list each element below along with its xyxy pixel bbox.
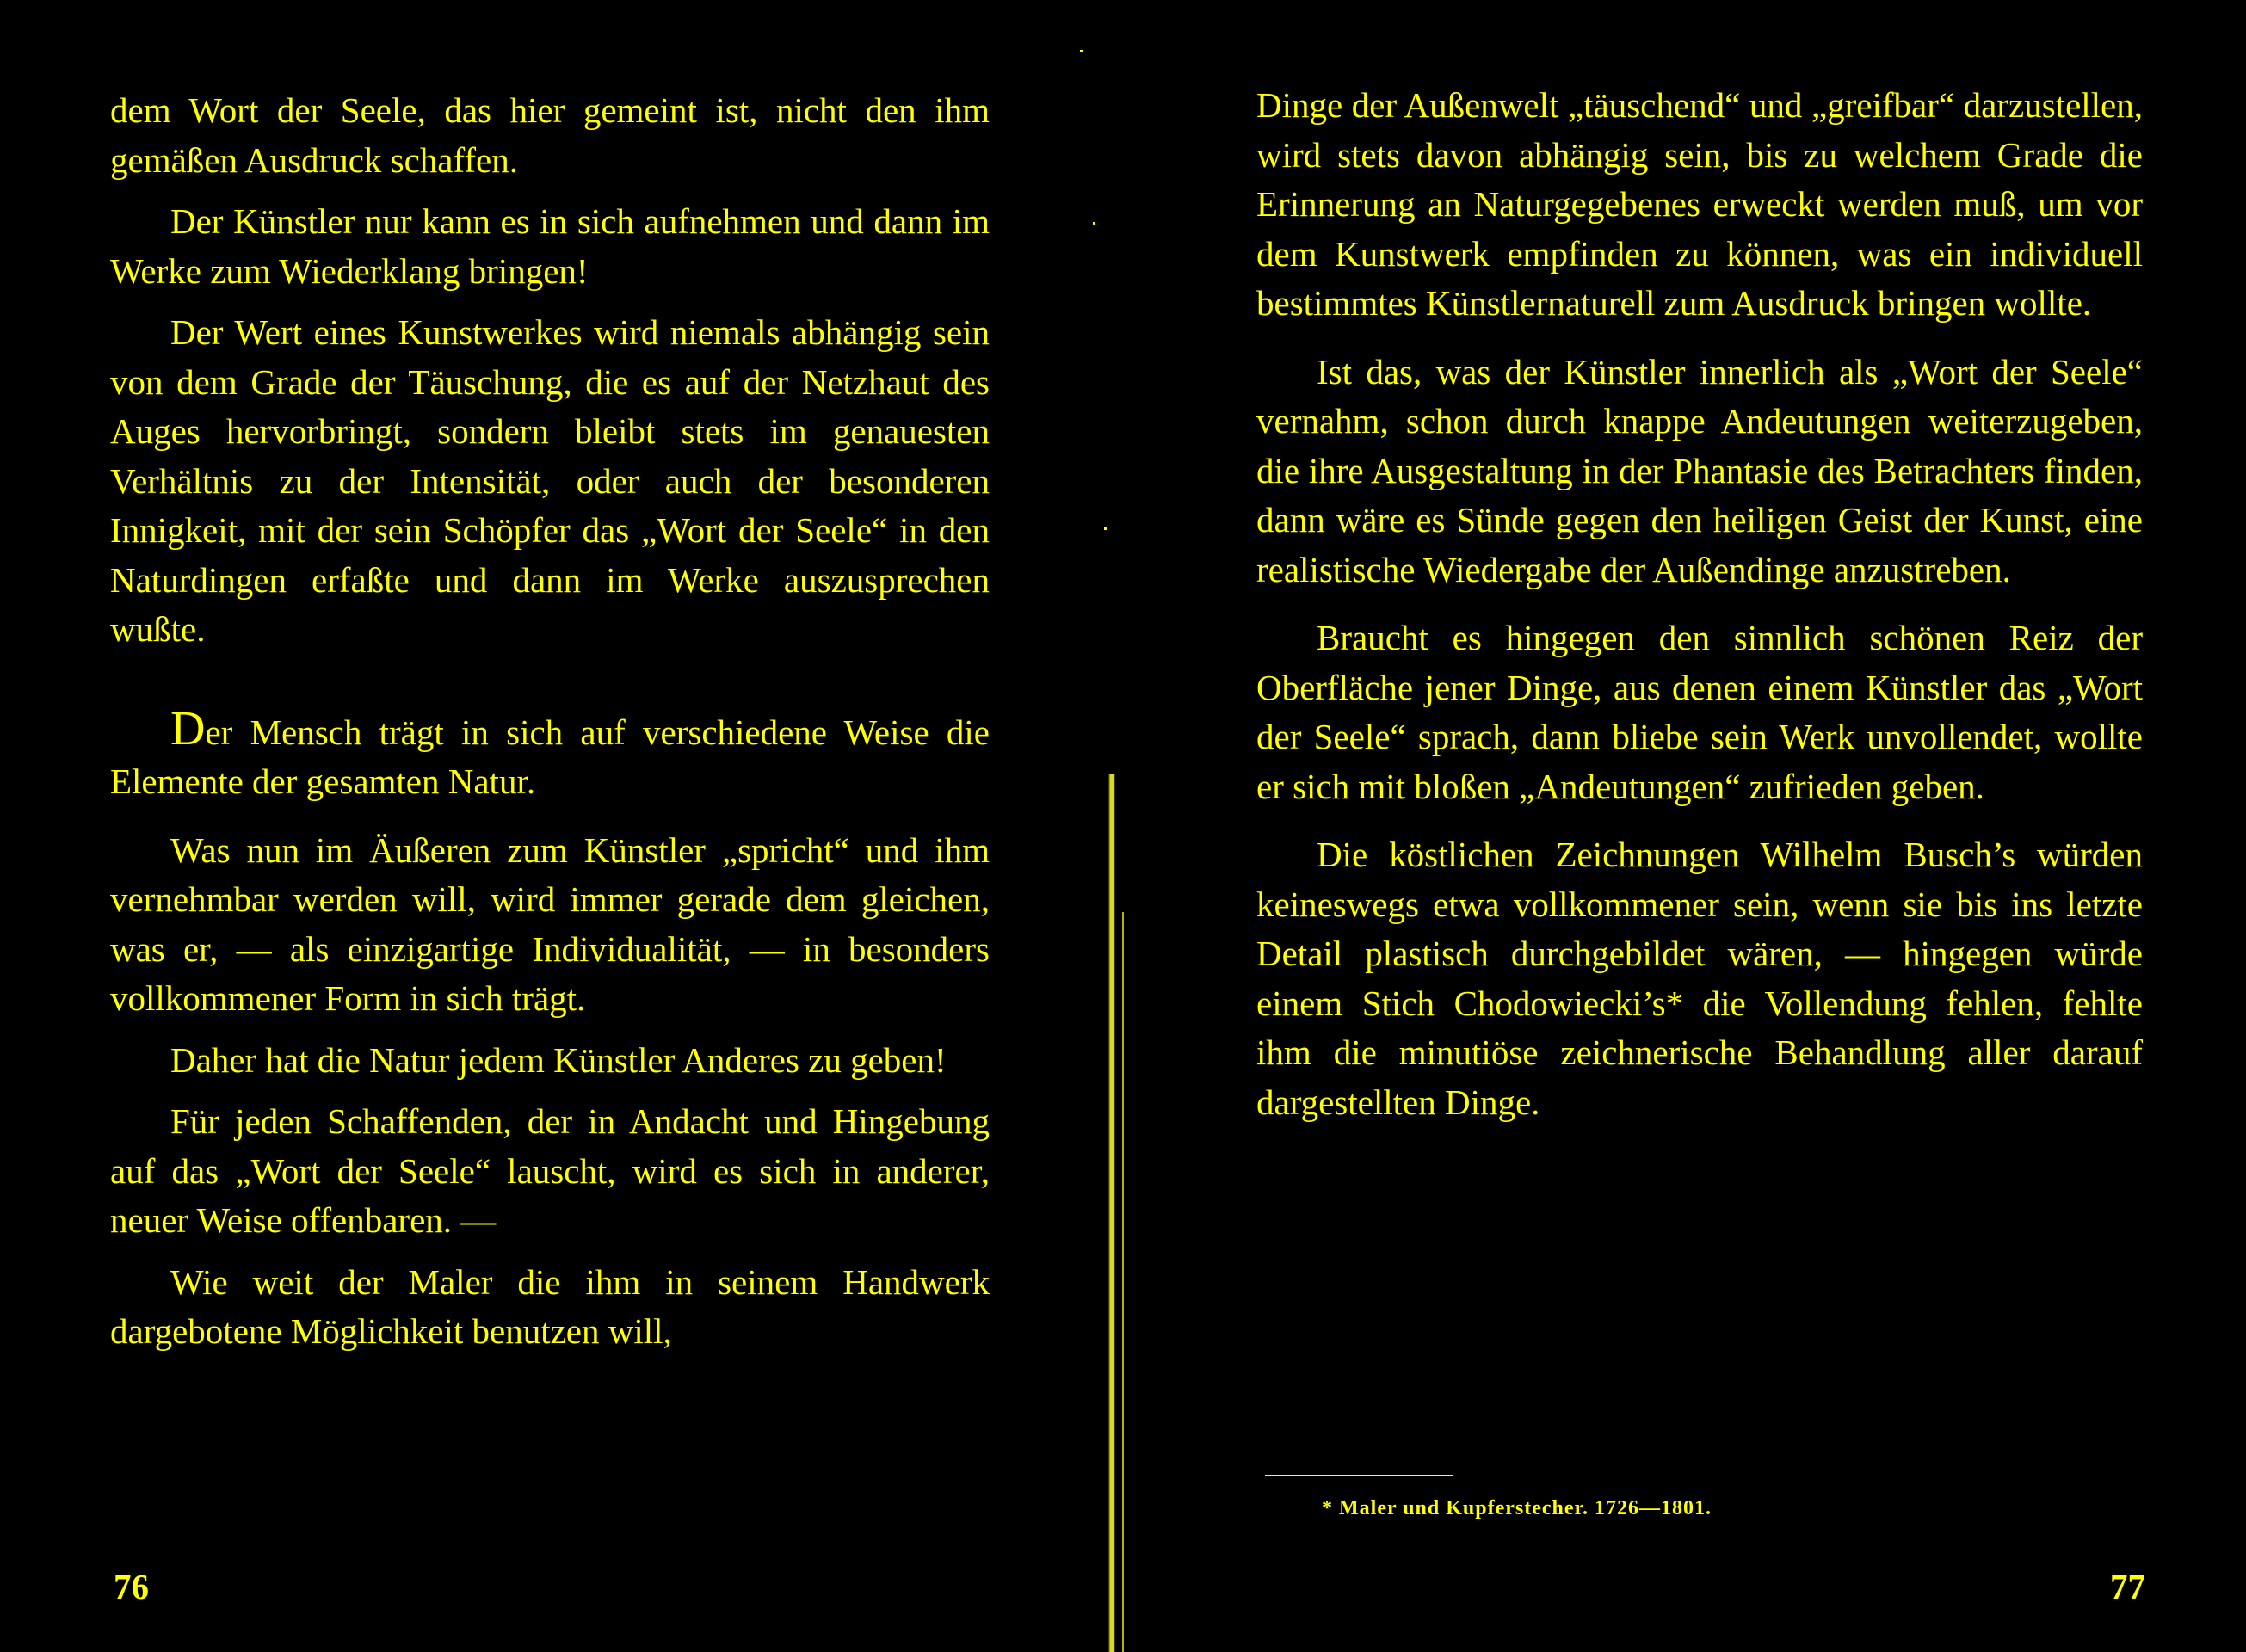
paragraph: Die köstlichen Zeichnungen Wilhelm Busch’s würden keineswegs etwa vollkommener sein, wenn sie bis ins letzte Detail plastisch durchgebildet wären, — hingegen würde einem Stich Chodowiecki’s* die Vollendung fehlen, fehlte ihm die minutiöse zeichnerische Behandlung aller darauf dargestellten Dinge. [1256, 835, 2143, 1122]
paragraph: Daher hat die Natur jedem Künstler Anderes zu geben! [170, 1039, 947, 1080]
paragraph-with-drop-cap: Der Mensch trägt in sich auf verschiedene Weise die Elemente der gesamten Natur. [110, 701, 990, 801]
paragraph: Der Künstler nur kann es in sich aufnehmen und dann im Werke zum Wiederklang bringen! [110, 201, 990, 291]
footnote: * Maler und Kupferstecher. 1726—1801. [1322, 1497, 1712, 1519]
footnote-rule [1265, 1475, 1453, 1476]
gutter-speck [1093, 222, 1095, 225]
paragraph: Dinge der Außenwelt „täuschend“ und „greifbar“ darzustellen, wird stets davon abhängig sein, bis zu welchem Grade die Erinnerung an Naturgegebenes erweckt werden muß, um vor dem Kunstwerk empfinden zu können, was ein individuell bestimmtes Künstlernaturell zum Ausdruck bringen wollte. [1256, 85, 2143, 323]
paragraph: Für jeden Schaffenden, der in Andacht und Hingebung auf das „Wort der Seele“ lauscht, wird es sich in anderer, neuer Weise offenbaren. — [110, 1101, 990, 1240]
paragraph-remainder: Mensch trägt in sich auf verschiedene Weise die Elemente der gesamten Natur. [110, 712, 990, 801]
paragraph: Der Wert eines Kunstwerkes wird niemals abhängig sein von dem Grade der Täuschung, die es auf der Netzhaut des Auges hervorbringt, sondern bleibt stets im genauesten Verhältnis zu der Intensität, oder auch der besonderen Innigkeit, mit der sein Schöpfer das „Wort der Seele“ in den Naturdingen erfaßte und dann im Werke auszusprechen wußte. [110, 312, 990, 649]
paragraph: Ist das, was der Künstler innerlich als „Wort der Seele“ vernahm, schon durch knappe Andeutungen weiterzugeben, die ihre Ausgestaltung in der Phantasie des Betrachters finden, dann wäre es Sünde gegen den heiligen Geist der Kunst, eine realistische Wiedergabe der Außendinge anzustreben. [1256, 351, 2143, 589]
page-number: 76 [114, 1567, 149, 1606]
paragraph: Braucht es hingegen den sinnlich schönen Reiz der Oberfläche jener Dinge, aus denen einem Künstler das „Wort der Seele“ sprach, dann bliebe sein Werk unvollendet, wollte er sich mit bloßen „Andeutungen“ zufrieden geben. [1256, 618, 2143, 806]
paragraph: dem Wort der Seele, das hier gemeint ist, nicht den ihm gemäßen Ausdruck schaffen. [110, 90, 990, 180]
right-page-text [1256, 81, 2143, 1127]
paragraph: Was nun im Äußeren zum Künstler „spricht“ und ihm vernehmbar werden will, wird immer gerade dem gleichen, was er, — als einzigartige Individualität, — in besonders vollkommener Form in sich trägt. [110, 829, 990, 1018]
gutter-speck [1104, 527, 1107, 530]
gutter-speck [1080, 50, 1083, 52]
left-page [0, 0, 1119, 1652]
drop-cap: D [170, 701, 206, 755]
left-page-text [110, 86, 990, 1357]
paragraph: Wie weit der Maler die ihm in seinem Handwerk dargebotene Möglichkeit benutzen will, [110, 1261, 990, 1351]
gutter-edge-line [1122, 912, 1124, 1652]
page-number: 77 [2110, 1567, 2145, 1606]
book-gutter [1108, 774, 1115, 1652]
right-page [1127, 0, 2246, 1652]
